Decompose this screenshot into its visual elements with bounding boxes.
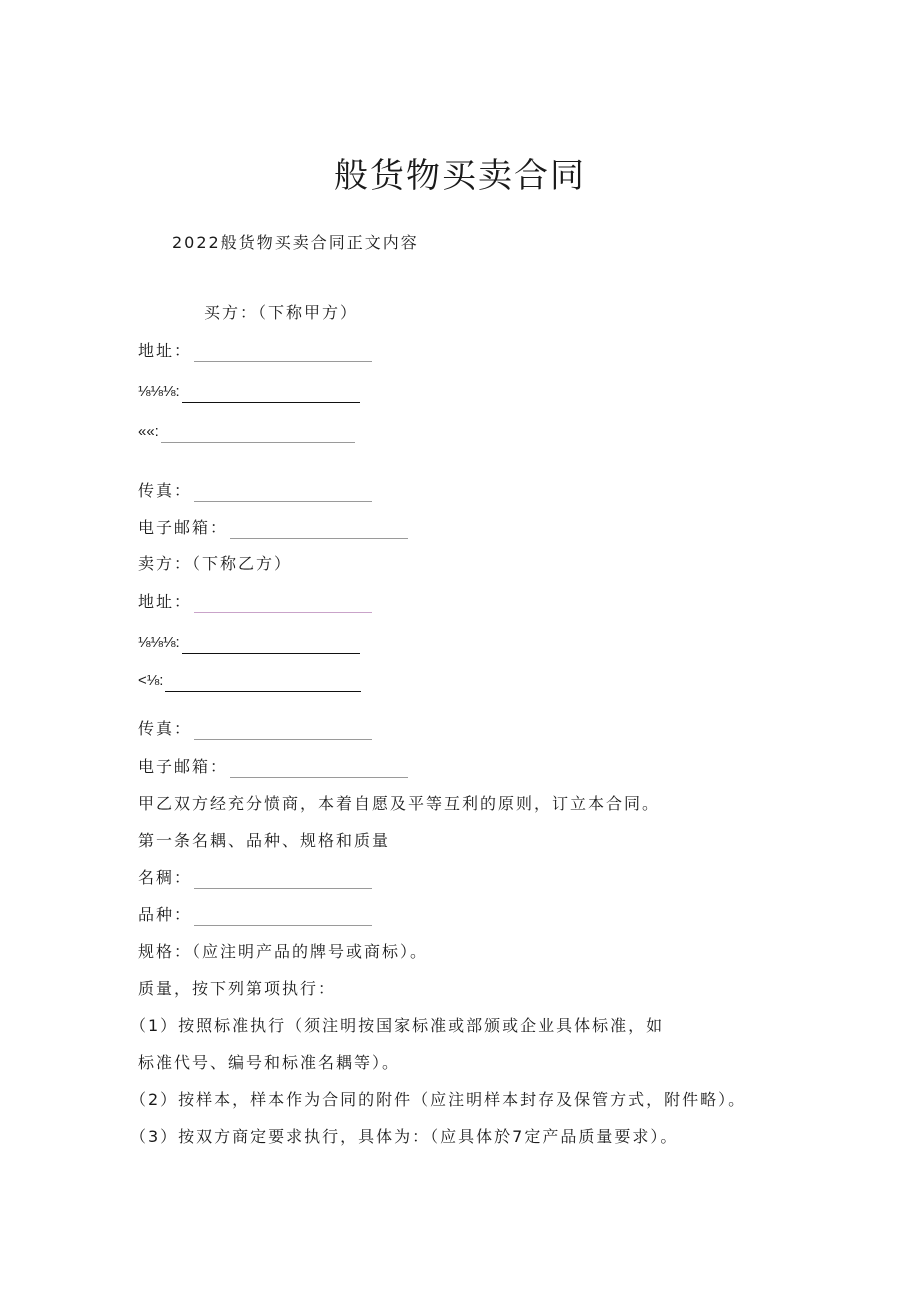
quality-item-2: （2）按样本，样本作为合同的附件（应注明样本封存及保管方式，附件略）。 bbox=[130, 1090, 747, 1109]
seller-email-field[interactable] bbox=[230, 761, 408, 778]
seller-email-label: 电子邮箱： bbox=[138, 757, 229, 776]
seller-phone-row bbox=[138, 631, 360, 654]
seller-address-row bbox=[138, 591, 372, 613]
quality-item-1: （1）按照标准执行（须注明按国家标准或部颁或企业具体标准，如 bbox=[130, 1016, 665, 1035]
buyer-email-label: 电子邮箱： bbox=[138, 518, 229, 537]
quality-item-1-continued: 标准代号、编号和标准名耦等）。 bbox=[138, 1053, 401, 1072]
seller-contact-label: <⅛: bbox=[138, 672, 164, 689]
buyer-contact-row bbox=[138, 420, 355, 443]
quality-line: 质量，按下列第项执行： bbox=[138, 979, 337, 998]
seller-address-field[interactable] bbox=[194, 596, 372, 613]
seller-address-label: 地址： bbox=[138, 592, 193, 611]
buyer-address-row bbox=[138, 340, 372, 362]
seller-fax-label: 传真： bbox=[138, 719, 193, 738]
article1-title: 第一条名耦、品种、规格和质量 bbox=[138, 831, 391, 850]
intro-paragraph: 甲乙双方经充分愤商，本着自愿及平等互利的原则，订立本合同。 bbox=[138, 794, 661, 813]
seller-phone-field[interactable] bbox=[182, 637, 360, 654]
seller-phone-label: ⅛⅛⅛: bbox=[138, 634, 180, 651]
buyer-address-label: 地址： bbox=[138, 341, 193, 360]
buyer-contact-label: ««: bbox=[138, 423, 159, 440]
variety-field[interactable] bbox=[194, 909, 372, 926]
variety-row bbox=[138, 904, 372, 926]
name-row bbox=[138, 867, 372, 889]
seller-heading: 卖方：（下称乙方） bbox=[138, 554, 293, 573]
seller-email-row bbox=[138, 756, 408, 778]
buyer-phone-field[interactable] bbox=[182, 386, 360, 403]
buyer-fax-label: 传真： bbox=[138, 481, 193, 500]
name-field[interactable] bbox=[194, 872, 372, 889]
seller-contact-field[interactable] bbox=[165, 675, 361, 692]
buyer-email-field[interactable] bbox=[230, 522, 408, 539]
buyer-fax-field[interactable] bbox=[194, 485, 372, 502]
spec-line: 规格：（应注明产品的牌号或商标）。 bbox=[138, 942, 429, 961]
buyer-heading: 买方：（下称甲方） bbox=[204, 303, 359, 322]
buyer-phone-row bbox=[138, 380, 360, 403]
buyer-phone-label: ⅛⅛⅛: bbox=[138, 383, 180, 400]
buyer-email-row bbox=[138, 517, 408, 539]
document-title: 般货物买卖合同 bbox=[334, 156, 586, 196]
name-label: 名稠： bbox=[138, 868, 193, 887]
buyer-contact-field[interactable] bbox=[161, 426, 355, 443]
variety-label: 品种： bbox=[138, 905, 193, 924]
buyer-fax-row bbox=[138, 480, 372, 502]
seller-contact-row bbox=[138, 669, 361, 692]
seller-fax-row bbox=[138, 718, 372, 740]
document-subtitle: 2022般货物买卖合同正文内容 bbox=[172, 233, 419, 252]
seller-fax-field[interactable] bbox=[194, 723, 372, 740]
buyer-address-field[interactable] bbox=[194, 345, 372, 362]
quality-item-3: （3）按双方商定要求执行，具体为：（应具体於7定产品质量要求）。 bbox=[130, 1127, 679, 1146]
